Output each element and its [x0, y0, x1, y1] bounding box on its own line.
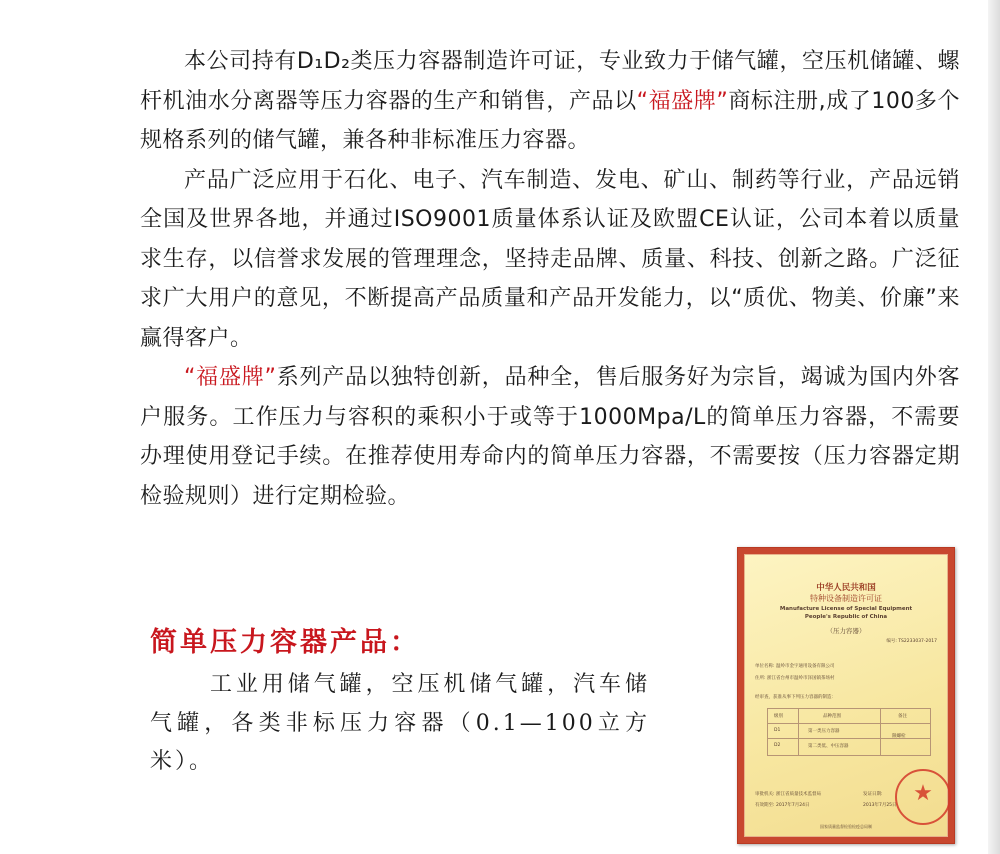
section-body — [150, 666, 650, 782]
cert-unit-name: 温岭市金宇通用设备有限公司 — [775, 664, 835, 669]
cert-issuer-row — [755, 791, 821, 797]
cert-issue-date-label: 发证日期: — [863, 792, 883, 797]
cert-row1-level: D1 — [774, 728, 781, 733]
cert-th-level: 级别 — [774, 714, 783, 719]
cert-unit-label: 单位名称: — [755, 664, 775, 669]
seal-star-icon: ★ — [913, 781, 933, 806]
cert-issuer-label: 审批机关: — [755, 792, 775, 797]
cert-th-note: 备注 — [898, 714, 907, 719]
cert-valid-date: 2017年7月24日 — [775, 803, 810, 808]
cert-footer: 国家质量监督检验检疫总局制 — [820, 824, 872, 829]
cert-number: 编号: TS2233037-2017 — [886, 639, 937, 644]
intro-text — [140, 42, 960, 516]
cert-category: （压力容器） — [826, 627, 866, 635]
license-certificate — [737, 547, 955, 844]
cert-official-seal — [895, 769, 951, 825]
cert-unit-row — [755, 663, 834, 669]
cert-valid-row — [755, 802, 810, 808]
cert-row1-scope: 第一类压力容器 — [808, 729, 840, 734]
cert-valid-label: 有效期至: — [755, 803, 775, 808]
cert-address-row — [755, 675, 834, 681]
cert-scope-table — [767, 708, 931, 756]
text-run: 商标注册,成了100多个规格系列的储气罐，兼各种非标准压力容器。 — [140, 88, 960, 153]
cert-address: 浙江省台州市温岭市泽国镇茶场村 — [766, 676, 835, 681]
brand-highlight: “福盛牌” — [184, 365, 277, 390]
intro-paragraph-1 — [140, 42, 960, 161]
cert-subtitle-cn: 特种设备制造许可证 — [810, 594, 882, 603]
text-run: 本公司持有D₁D₂类压力容器制造许可证，专业致力于储气罐，空压机储罐、螺杆机油水分离器等压力容器的生产和销售，产品以 — [140, 49, 960, 114]
cert-scope-label: 经审查，获准从事下列压力容器的制造： — [755, 695, 836, 700]
intro-paragraph-3 — [140, 358, 960, 516]
text-run: 系列产品以独特创新，品种全，售后服务好为宗旨，竭诚为国内外客户服务。工作压力与容积的乘积小于或等于1000Mpa/L的简单压力容器，不需要办理使用登记手续。在推荐使用寿命内的简单压力容器，不需要按（压力容器定期检验规则）进行定期检验。 — [140, 365, 960, 509]
cert-row2-scope: 第二类低、中压容器 — [808, 744, 849, 749]
cert-issue-date: 2013年7月25日 — [863, 803, 897, 808]
certificate-inner — [744, 554, 948, 837]
cert-country-en: People's Republic of China — [804, 614, 888, 620]
section-body-text: 工业用储气罐，空压机储气罐，汽车储气罐，各类非标压力容器（0.1—100立方米）。 — [150, 672, 650, 774]
intro-paragraph-2 — [140, 161, 960, 359]
page-edge-shadow — [988, 0, 1000, 854]
text-run: 产品广泛应用于石化、电子、汽车制造、发电、矿山、制药等行业，产品远销全国及世界各地，并通过ISO9001质量体系认证及欧盟CE认证，公司本着以质量求生存，以信誉求发展的管理理念，坚持走品牌、质量、科技、创新之路。广泛征求广大用户的意见，不断提高产品质量和产品开发能力，以“质优、物美、价廉”来赢得客户。 — [140, 167, 960, 351]
cert-address-label: 住所: — [755, 676, 766, 681]
section-title: 简单压力容器产品： — [150, 627, 420, 658]
cert-issuer: 浙江省质量技术监督局 — [775, 792, 821, 797]
cert-issue-date-row — [863, 791, 883, 797]
cert-title-cn: 中华人民共和国 — [816, 583, 876, 593]
cert-title-en: Manufacture License of Special Equipment — [779, 606, 913, 612]
brand-highlight: “福盛牌” — [636, 88, 729, 114]
cert-th-scope: 品种范围 — [823, 714, 841, 719]
cert-row2-level: D2 — [774, 743, 781, 748]
cert-row1-note: 限螺栓 — [892, 734, 906, 739]
